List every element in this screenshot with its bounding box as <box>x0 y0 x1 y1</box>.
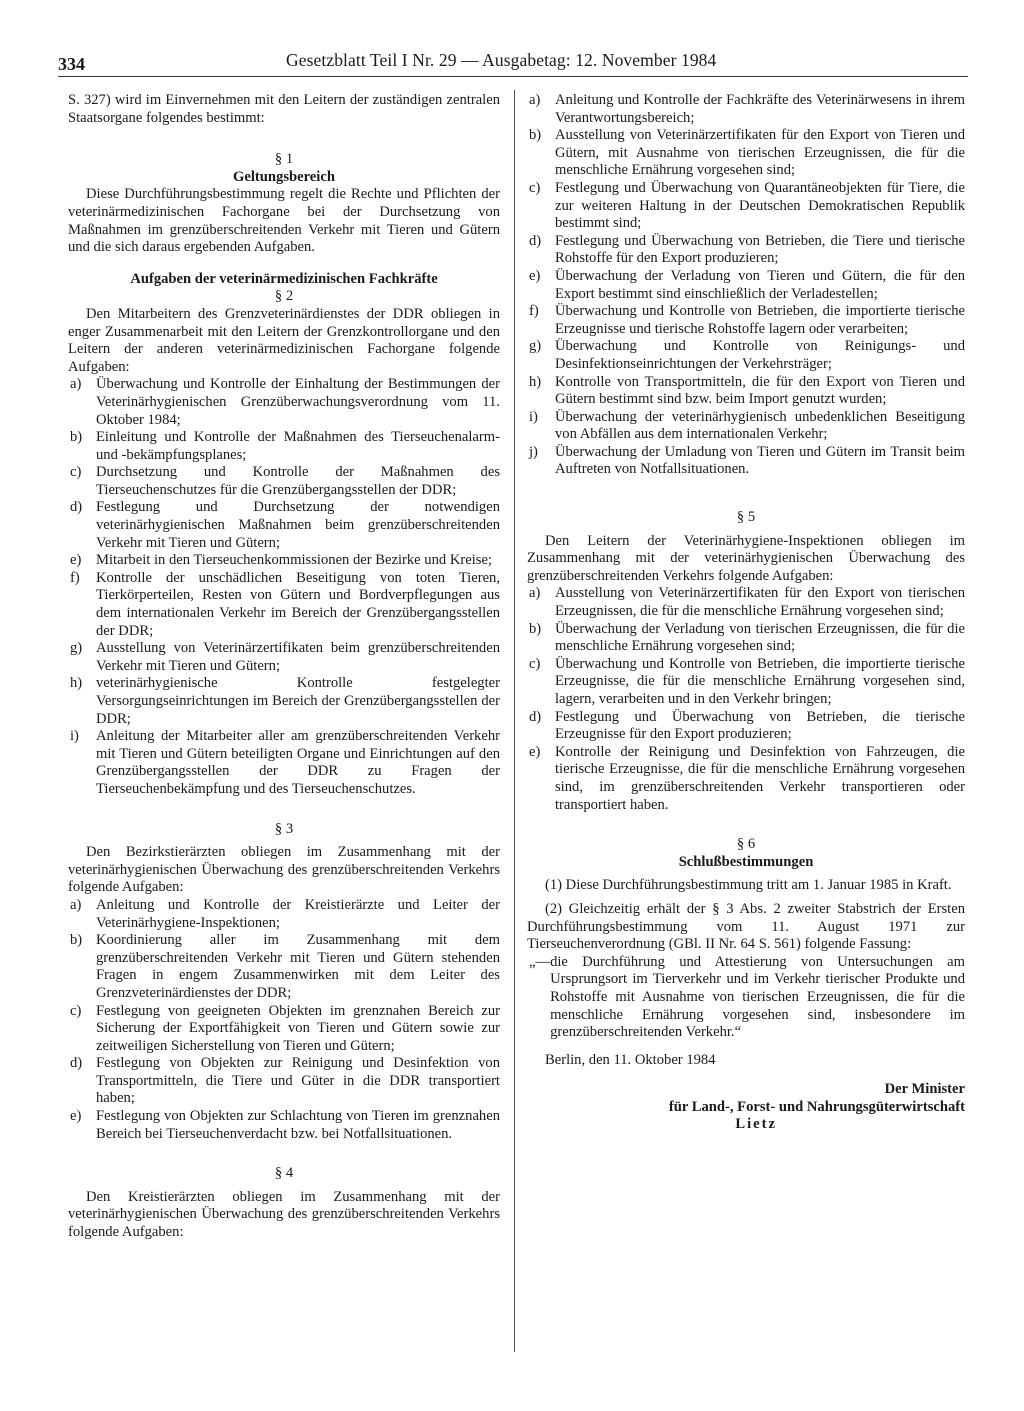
list-item <box>527 268 965 303</box>
list-item <box>527 585 965 620</box>
section-3-text: Den Bezirkstierärzten obliegen im Zusammenhang mit der veterinärhygienischen Überwachung des grenzüberschreitenden Verkehrs folgende Aufgaben: <box>68 844 500 896</box>
list-item <box>68 1003 500 1056</box>
item-text: Überwachung der Verladung von Tieren und Gütern, die für den Export bestimmt sind einschließlich der Verladestellen; <box>555 267 965 302</box>
item-label: a) <box>529 585 541 602</box>
item-text: Überwachung und Kontrolle von Betrieben, die importierte tierische Erzeugnisse, die für die menschliche Ernährung vorgesehen sind, lagern, verarbeiten und in den Verkehr bringen; <box>555 655 965 707</box>
list-item <box>527 656 965 709</box>
item-text: Kontrolle der Reinigung und Desinfektion von Fahrzeugen, die tierische Erzeugnisse, die für die menschliche Ernährung vorgesehen sind, im grenzüberschreitenden Verkehr transportieren oder transportiert haben. <box>555 743 965 813</box>
item-text: Überwachung der veterinärhygienisch unbedenklichen Beseitigung von Abfällen aus dem internationalen Verkehr; <box>555 408 965 443</box>
item-label: d) <box>70 1055 83 1072</box>
list-item <box>527 338 965 373</box>
item-label: c) <box>70 1002 82 1019</box>
item-label: e) <box>529 743 541 760</box>
section-6-number: § 6 <box>736 836 756 853</box>
intro-text: S. 327) wird im Einvernehmen mit den Leitern der zuständigen zentralen Staatsorgane folgendes bestimmt: <box>68 92 500 126</box>
item-label: d) <box>529 708 542 725</box>
list-item <box>527 127 965 180</box>
item-label: b) <box>529 620 542 637</box>
section-1-text: Diese Durchführungsbestimmung regelt die Rechte und Pflichten der veterinärmedizinischen Fachorgane bei der Durchsetzung von Maßnahmen im grenzüberschreitenden Verkehr mit Tieren und Gütern und die sich daraus ergebenden Aufgaben. <box>68 186 500 256</box>
item-label: c) <box>70 464 82 481</box>
section-4-text: Den Kreistierärzten obliegen im Zusammenhang mit der veterinärhygienischen Überwachung des grenzüberschreitenden Verkehrs folgende Aufgaben: <box>68 1188 500 1241</box>
quote-text: die Durchführung und Attestierung von Untersuchungen am Ursprungsort im Tierverkehr und im Verkehr tierischer Produkte und Rohstoffe mit Ausnahme von tierischen Erzeugnissen, die für die menschliche Ernährung vorgesehen sind, insbesondere im grenzüberschreitenden Verkehr.“ <box>550 953 965 1041</box>
list-item <box>527 233 965 268</box>
item-text: Festlegung und Überwachung von Betrieben, die tierische Erzeugnisse für den Export produzieren; <box>555 708 965 743</box>
item-label: f) <box>70 569 80 586</box>
item-text: Ausstellung von Veterinärzertifikaten für den Export von tierischen Erzeugnissen, die für die menschliche Ernährung vorgesehen sind; <box>555 585 965 620</box>
item-label: i) <box>70 728 79 745</box>
section-4-number: § 4 <box>274 1165 294 1182</box>
item-label: d) <box>529 232 542 249</box>
section-2-title: Aufgaben der veterinärmedizinischen Fachkräfte <box>130 270 438 287</box>
column-divider <box>514 90 515 1352</box>
list-item <box>68 376 500 429</box>
section-6-para-1: (1) Diese Durchführungsbestimmung tritt am 1. Januar 1985 in Kraft. <box>545 877 952 894</box>
item-label: a) <box>529 92 541 108</box>
section-3-number: § 3 <box>274 820 294 837</box>
item-label: b) <box>529 127 542 144</box>
item-text: Festlegung von geeigneten Objekten im grenznahen Bereich zur Sicherung der Exportfähigkeit von Tieren und Gütern sowie zur zeitweiligen Sicherstellung von Tieren und Gütern; <box>96 1002 500 1054</box>
list-item <box>527 444 965 479</box>
item-text: Überwachung und Kontrolle der Einhaltung der Bestimmungen der Veterinärhygienischen Grenzüberwachungsverordnung vom 11. Oktober 1984; <box>96 376 500 428</box>
running-head: Gesetzblatt Teil I Nr. 29 — Ausgabetag: 12. November 1984 <box>286 50 717 70</box>
item-text: veterinärhygienische Kontrolle festgelegter Versorgungseinrichtungen im Bereich der Grenzübergangsstellen der DDR; <box>96 675 500 727</box>
left-column <box>68 92 500 1242</box>
item-text: Kontrolle von Transportmitteln, die für den Export von Tieren und Gütern bestimmt sind bzw. beim Import genutzt wurden; <box>555 373 965 408</box>
signer-name: Lietz <box>735 1116 777 1133</box>
item-label: f) <box>529 303 539 320</box>
item-label: a) <box>70 896 82 913</box>
page-number: 334 <box>58 54 85 74</box>
list-item <box>527 621 965 656</box>
quote-dash: „— <box>529 953 551 970</box>
list-item <box>68 728 500 798</box>
item-text: Ausstellung von Veterinärzertifikaten für den Export von Tieren und Gütern, mit Ausnahme von tierischen Erzeugnissen, die für die menschliche Ernährung vorgesehen sind; <box>555 127 965 179</box>
item-text: Mitarbeit in den Tierseuchenkommissionen der Bezirke und Kreise; <box>96 552 492 569</box>
item-text: Überwachung und Kontrolle von Reinigungs- und Desinfektionseinrichtungen der Verkehrsträger; <box>555 338 965 372</box>
list-item <box>68 499 500 552</box>
item-label: i) <box>529 408 538 425</box>
section-5-text: Den Leitern der Veterinärhygiene-Inspektionen obliegen im Zusammenhang mit der veterinärhygienischen Überwachung des grenzüberschreitenden Verkehrs folgende Aufgaben: <box>527 532 965 584</box>
item-label: a) <box>70 376 82 393</box>
signature-block <box>527 1081 965 1134</box>
list-item <box>527 409 965 444</box>
item-text: Anleitung und Kontrolle der Kreistierärzte und Leiter der Veterinärhygiene-Inspektionen; <box>96 896 500 931</box>
item-text: Anleitung und Kontrolle der Fachkräfte des Veterinärwesens in ihrem Verantwortungsbereich; <box>555 92 965 126</box>
list-item <box>68 552 500 570</box>
section-6-para-2: (2) Gleichzeitig erhält der § 3 Abs. 2 zweiter Stabstrich der Ersten Durchführungsbestimmung vom 11. August 1971 zur Tierseuchenverordnung (GBl. II Nr. 64 S. 561) folgende Fassung: <box>527 900 965 953</box>
list-item <box>68 675 500 728</box>
section-1-title: Geltungsbereich <box>233 168 335 185</box>
list-item <box>527 180 965 233</box>
section-6-title: Schlußbestimmungen <box>678 853 814 870</box>
item-text: Kontrolle der unschädlichen Beseitigung von toten Tieren, Tierkörperteilen, Resten von Gütern und Bordverpflegungen aus dem internationalen Verkehr im Bereich der Grenzübergangsstellen der DDR; <box>96 569 500 639</box>
item-text: Festlegung und Überwachung von Quarantäneobjekten für Tiere, die zur weiteren Haltung in der Deutschen Demokratischen Republik bestimmt sind; <box>555 179 965 232</box>
section-5-list <box>527 585 965 814</box>
section-2-number: § 2 <box>274 288 294 305</box>
item-text: Überwachung und Kontrolle von Betrieben, die importierte tierische Erzeugnisse und tierische Rohstoffe lagern oder verarbeiten; <box>555 303 965 337</box>
list-item <box>527 744 965 814</box>
section-2-text: Den Mitarbeitern des Grenzveterinärdienstes der DDR obliegen in enger Zusammenarbeit mit den Leitern der Grenzkontrollorgane und den Leitern der anderen veterinärmedizinischen Fachorgane folgende Aufgaben: <box>68 305 500 375</box>
item-text: Überwachung der Umladung von Tieren und Gütern im Transit beim Auftreten von Notfallsituationen. <box>555 443 965 478</box>
section-2-list <box>68 376 500 798</box>
list-item <box>68 1055 500 1108</box>
item-text: Festlegung von Objekten zur Reinigung und Desinfektion von Transportmitteln, die Tiere und Güter in die DDR transportiert haben; <box>96 1055 500 1107</box>
signer-title-2: für Land-, Forst- und Nahrungsgüterwirtschaft <box>668 1098 965 1115</box>
place-date: Berlin, den 11. Oktober 1984 <box>545 1051 716 1068</box>
header-rule <box>58 76 968 77</box>
item-label: j) <box>529 443 538 460</box>
quoted-amendment <box>527 954 965 1042</box>
item-label: b) <box>70 932 83 949</box>
item-text: Ausstellung von Veterinärzertifikaten beim grenzüberschreitenden Verkehr mit Tieren und Gütern; <box>96 640 500 674</box>
list-item <box>68 640 500 675</box>
list-item <box>527 92 965 127</box>
list-item <box>68 897 500 932</box>
section-3-list <box>68 897 500 1143</box>
item-label: e) <box>529 267 541 284</box>
item-text: Durchsetzung und Kontrolle der Maßnahmen des Tierseuchenschutzes für die Grenzübergangsstellen der DDR; <box>96 464 500 498</box>
item-label: h) <box>529 373 542 390</box>
item-label: g) <box>70 640 83 657</box>
list-item <box>527 303 965 338</box>
item-text: Festlegung von Objekten zur Schlachtung von Tieren im grenznahen Bereich bei Tierseuchenverdacht bzw. bei Notfallsituationen. <box>96 1108 500 1142</box>
item-text: Überwachung der Verladung von tierischen Erzeugnissen, die für die menschliche Ernährung vorgesehen sind; <box>555 620 965 655</box>
item-label: b) <box>70 429 83 446</box>
item-text: Festlegung und Überwachung von Betrieben, die Tiere und tierische Rohstoffe für den Export produzieren; <box>555 232 965 267</box>
item-label: h) <box>70 675 83 692</box>
right-column <box>527 92 965 1134</box>
signer-title-1: Der Minister <box>884 1081 965 1098</box>
item-label: c) <box>529 179 541 196</box>
section-1-number: § 1 <box>274 151 294 168</box>
item-label: d) <box>70 499 83 516</box>
list-item <box>68 570 500 640</box>
item-text: Anleitung der Mitarbeiter aller am grenzüberschreitenden Verkehr mit Tieren und Gütern beteiligten Organe und Einrichtungen auf den Grenzübergangsstellen der DDR zu Fragen der Tierseuchenbekämpfung und des Tierseuchenschutzes. <box>96 728 500 797</box>
item-text: Einleitung und Kontrolle der Maßnahmen des Tierseuchenalarm- und -bekämpfungsplanes; <box>96 429 500 463</box>
section-5-number: § 5 <box>736 509 756 526</box>
list-item <box>68 429 500 464</box>
item-label: e) <box>70 552 82 569</box>
list-item <box>527 709 965 744</box>
section-4-list <box>527 92 965 479</box>
list-item <box>68 464 500 499</box>
item-text: Koordinierung aller im Zusammenhang mit dem grenzüberschreitenden Verkehr mit Tieren und Gütern stehenden Fragen in engem Zusammenwirken mit dem Leiter des Grenzveterinärdienstes der DDR; <box>96 932 500 1001</box>
item-label: e) <box>70 1108 82 1125</box>
item-label: c) <box>529 655 541 672</box>
list-item <box>527 374 965 409</box>
list-item <box>68 932 500 1002</box>
item-label: g) <box>529 338 542 355</box>
item-text: Festlegung und Durchsetzung der notwendigen veterinärhygienischen Maßnahmen beim grenzüberschreitenden Verkehr mit Tieren und Gütern; <box>96 499 500 551</box>
list-item <box>68 1108 500 1143</box>
